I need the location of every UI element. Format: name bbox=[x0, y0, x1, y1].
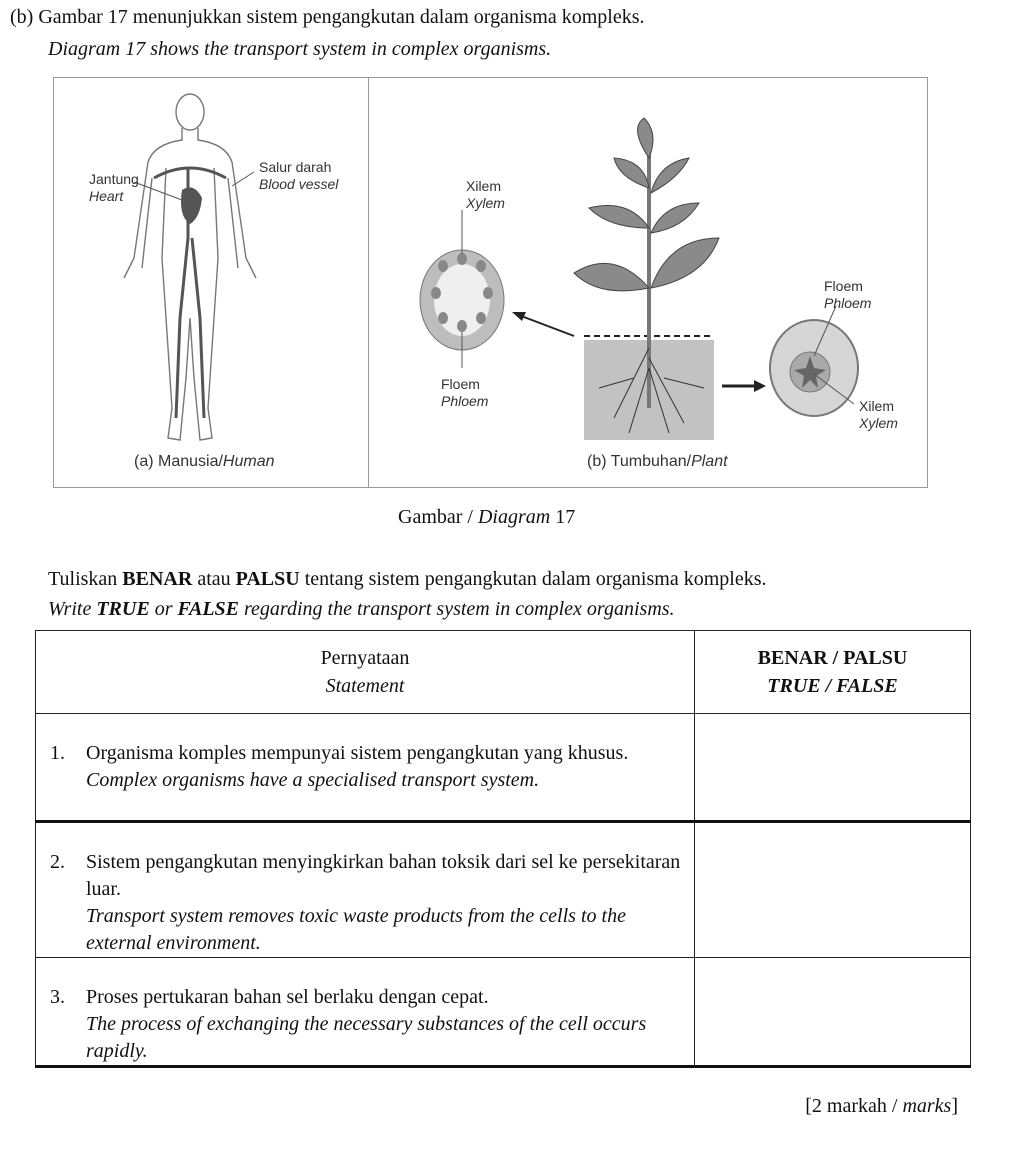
diagram-illustration bbox=[54, 78, 929, 489]
table-row: 3. Proses pertukaran bahan sel berlaku dengan cepat. The process of exchanging the necessary substances of the cell occurs rapidly. bbox=[36, 958, 971, 1067]
plant-caption: (b) Tumbuhan/Plant bbox=[587, 453, 728, 470]
question-intro-en bbox=[48, 38, 551, 61]
question-label: (b) bbox=[10, 6, 34, 28]
table-row: 2. Sistem pengangkutan menyingkirkan bahan toksik dari sel ke persekitaran luar. Transport system removes toxic waste products from the cells to the external environment. bbox=[36, 822, 971, 958]
root-cross-section-icon bbox=[770, 306, 858, 416]
stem-xylem-label: Xilem Xylem bbox=[466, 178, 505, 211]
root-xylem-label: Xilem Xylem bbox=[859, 398, 898, 431]
blood-vessel-label: Salur darah Blood vessel bbox=[259, 159, 339, 192]
header-answer: BENAR / PALSU TRUE / FALSE bbox=[695, 631, 971, 714]
instruction-ms: Tuliskan BENAR atau PALSU tentang sistem pengangkutan dalam organisma kompleks. bbox=[48, 568, 767, 590]
diagram-17 bbox=[53, 77, 928, 488]
stem-phloem-label: Floem Phloem bbox=[441, 376, 489, 409]
table-row: 1. Organisma komples mempunyai sistem pengangkutan yang khusus. Complex organisms have a specialised transport system. bbox=[36, 714, 971, 822]
root-phloem-label: Floem Phloem bbox=[824, 278, 872, 311]
answer-cell-3[interactable] bbox=[695, 958, 971, 1067]
heart-icon bbox=[181, 187, 202, 224]
human-body-icon bbox=[124, 94, 256, 440]
human-caption: (a) Manusia/Human bbox=[134, 453, 275, 470]
stem-cross-section-icon bbox=[420, 210, 504, 368]
diagram-caption: Gambar / Diagram 17 bbox=[398, 506, 576, 528]
intro-ms-text: Gambar 17 menunjukkan sistem pengangkutan dalam organisma kompleks. bbox=[38, 6, 645, 28]
table-header-row bbox=[36, 631, 971, 714]
header-statement: Pernyataan Statement bbox=[36, 631, 695, 714]
heart-label: Jantung Heart bbox=[89, 171, 139, 204]
statement-table bbox=[35, 630, 971, 1068]
question-intro-ms bbox=[10, 6, 645, 29]
marks-label: [2 markah / marks] bbox=[805, 1095, 958, 1117]
instruction-en: Write TRUE or FALSE regarding the transport system in complex organisms. bbox=[48, 598, 675, 620]
plant-icon bbox=[574, 118, 719, 440]
intro-en-text: Diagram 17 shows the transport system in complex organisms. bbox=[48, 38, 552, 60]
answer-cell-1[interactable] bbox=[695, 714, 971, 822]
answer-cell-2[interactable] bbox=[695, 822, 971, 958]
